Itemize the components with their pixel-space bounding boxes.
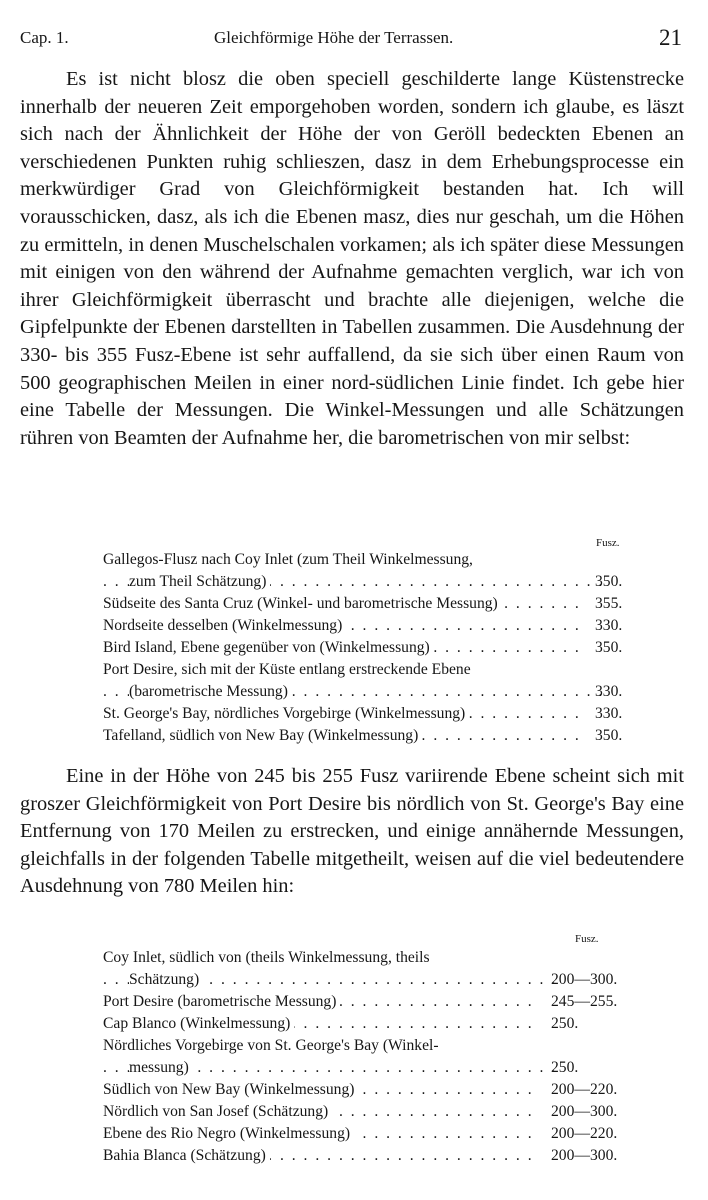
row-text-line — [103, 1057, 561, 1079]
paragraph-245-255-plain: Eine in der Höhe von 245 bis 255 Fusz variirende Ebene scheint sich mit groszer Gleichförmigkeit von Port Desire bis nördlich von St. George's Bay eine Entfernung von 170 Meilen zu erstrecken, und einige annähernde Messungen, gleichfalls in der folgenden Tabelle mitgetheilt, weisen auf die viel bedeutendere Ausdehnung von 780 Meilen hin: — [20, 765, 684, 898]
row-text-line — [103, 1013, 535, 1035]
height-value: 330. — [595, 617, 623, 634]
table-rows — [103, 947, 643, 1167]
page-number: 21 — [659, 25, 682, 50]
height-value: 350. — [595, 573, 623, 590]
height-value: 330. — [595, 683, 623, 700]
unit-label: Fusz. — [575, 933, 599, 945]
height-value: 200—300. — [551, 971, 618, 988]
table-row — [103, 1145, 643, 1167]
row-text-line — [103, 947, 535, 969]
row-text-line — [103, 659, 579, 681]
row-text-line — [103, 681, 605, 703]
unit-header — [103, 931, 643, 947]
row-label: Nördliches Vorgebirge von St. George's Bay (Winkel- — [103, 1037, 443, 1054]
row-label: (barometrische Messung) — [129, 683, 292, 700]
row-text-line — [103, 1145, 535, 1167]
row-label: zum Theil Schätzung) — [129, 573, 270, 590]
row-label: Gallegos-Flusz nach Coy Inlet (zum Theil Winkelmessung, — [103, 551, 477, 568]
row-text-line — [103, 1123, 535, 1145]
row-label: Nördlich von San Josef (Schätzung) — [103, 1103, 332, 1120]
row-text-line — [103, 991, 535, 1013]
row-label: Nordseite desselben (Winkelmessung) — [103, 617, 346, 634]
height-value: 245—255. — [551, 993, 618, 1010]
row-text-line — [103, 637, 579, 659]
table-row — [103, 593, 643, 615]
measurement-table-330-355 — [103, 533, 643, 747]
table-row — [103, 615, 643, 637]
row-label: messung) — [129, 1059, 193, 1076]
row-label: Südseite des Santa Cruz (Winkel- und barometrische Messung) — [103, 595, 502, 612]
height-value: 330. — [595, 705, 623, 722]
table-row — [103, 659, 643, 703]
table-row — [103, 1123, 643, 1145]
height-value: 350. — [595, 727, 623, 744]
row-text-line — [103, 969, 561, 991]
row-text-line — [103, 549, 579, 571]
table-row — [103, 1013, 643, 1035]
row-text-line — [103, 593, 579, 615]
row-label: Cap Blanco (Winkelmessung) — [103, 1015, 294, 1032]
row-text-line — [103, 1101, 535, 1123]
running-header — [20, 26, 684, 56]
height-value: 200—300. — [551, 1103, 618, 1120]
table-row — [103, 703, 643, 725]
row-label: Port Desire, sich mit der Küste entlang erstreckende Ebene — [103, 661, 475, 678]
paragraph-terrace-uniformity: Es ist nicht blosz die oben speciell geschilderte lange Küstenstrecke innerhalb der neueren Zeit emporgehoben worden, sondern ich glaube, es läszt sich nach der Ähnlichkeit der Höhe der von Geröll bedeckten Ebenen an verschiedenen Punkten ruhig schlieszen, dasz in dem Erhebungsprocesse ein merkwürdiger Grad von Gleichförmigkeit bestanden hat. Ich will vorausschicken, dasz, als ich die Ebenen masz, dies nur geschah, um die Höhen zu ermitteln, in denen Muschelschalen vorkamen; als ich später diese Messungen mit einigen von den während der Aufnahme gemachten verglich, war ich von ihrer Gleichförmigkeit überrascht und brachte alle diejenigen, welche die Gipfelpunkte der Ebenen darstellten in Tabellen zusammen. Die Ausdehnung der 330- bis 355 Fusz-Ebene ist sehr auffallend, da sie sich über einen Raum von 500 geographischen Meilen in einer nord-südlichen Linie findet. Ich gebe hier eine Tabelle der Messungen. Die Winkel-Messungen und alle Schätzungen rühren von Beamten der Aufnahme her, die barometrischen von mir selbst: — [20, 68, 684, 449]
row-text-line — [103, 615, 579, 637]
chapter-label: Cap. 1. — [20, 28, 69, 47]
measurement-table-200-300 — [103, 931, 643, 1167]
height-value: 250. — [551, 1059, 579, 1076]
row-label: Schätzung) — [129, 971, 203, 988]
row-label: Tafelland, südlich von New Bay (Winkelmessung) — [103, 727, 422, 744]
height-value: 200—220. — [551, 1081, 618, 1098]
height-value: 200—300. — [551, 1147, 618, 1164]
row-text-line — [103, 571, 605, 593]
table-row — [103, 637, 643, 659]
unit-label: Fusz. — [596, 537, 620, 549]
row-label: Ebene des Rio Negro (Winkelmessung) — [103, 1125, 354, 1142]
row-text-line — [103, 1079, 535, 1101]
row-label: Südlich von New Bay (Winkelmessung) — [103, 1081, 358, 1098]
table-row — [103, 725, 643, 747]
row-label: St. George's Bay, nördliches Vorgebirge (Winkelmessung) — [103, 705, 469, 722]
table-row — [103, 1035, 643, 1079]
row-label: Port Desire (barometrische Messung) — [103, 993, 340, 1010]
height-value: 200—220. — [551, 1125, 618, 1142]
table-row — [103, 947, 643, 991]
table-rows — [103, 549, 643, 747]
row-label: Bahia Blanca (Schätzung) — [103, 1147, 270, 1164]
table-row — [103, 1079, 643, 1101]
row-text-line — [103, 703, 579, 725]
row-text-line — [103, 725, 579, 747]
table-row — [103, 991, 643, 1013]
row-text-line — [103, 1035, 535, 1057]
height-value: 250. — [551, 1015, 579, 1032]
height-value: 350. — [595, 639, 623, 656]
row-label: Coy Inlet, südlich von (theils Winkelmessung, theils — [103, 949, 434, 966]
running-title: Gleichförmige Höhe der Terrassen. — [214, 28, 454, 47]
table-row — [103, 549, 643, 593]
unit-header — [103, 533, 643, 549]
row-label: Bird Island, Ebene gegenüber von (Winkelmessung) — [103, 639, 434, 656]
table-row — [103, 1101, 643, 1123]
height-value: 355. — [595, 595, 623, 612]
